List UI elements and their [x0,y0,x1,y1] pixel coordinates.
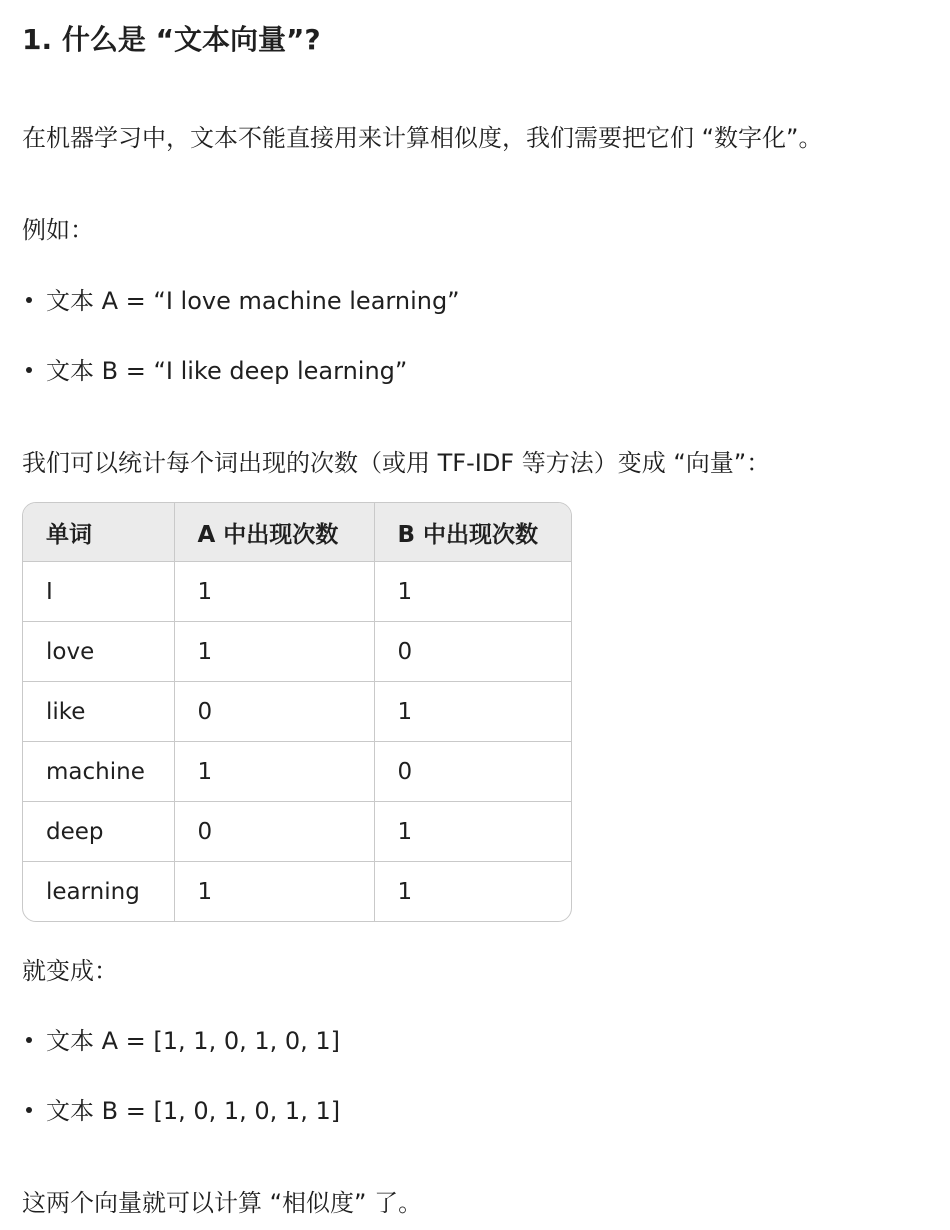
example-text-b: 文本 B = “I like deep learning” [46,357,408,385]
word-count-table [22,502,572,922]
vector-text-b: 文本 B = [1, 0, 1, 0, 1, 1] [46,1097,341,1125]
table-header-row [23,503,571,562]
cell-count-a: 1 [174,622,374,682]
cell-word: deep [23,802,174,862]
bullet-icon [26,297,32,303]
table-row [23,562,571,622]
cell-count-a: 0 [174,682,374,742]
table-row [23,682,571,742]
cell-word: I [23,562,174,622]
intro-paragraph: 在机器学习中，文本不能直接用来计算相似度，我们需要把它们 “数字化”。 [22,124,823,152]
table-row [23,742,571,802]
header-count-a: A 中出现次数 [174,503,374,562]
example-label: 例如： [22,216,94,244]
result-label: 就变成： [22,957,118,985]
cell-count-b: 0 [374,742,571,802]
bullet-icon [26,1037,32,1043]
section-heading: 1. 什么是 “文本向量”? [22,23,321,56]
list-item [22,1095,340,1127]
cell-word: love [23,622,174,682]
cell-count-a: 1 [174,862,374,922]
table-row [23,622,571,682]
cell-count-b: 1 [374,682,571,742]
table-row [23,862,571,922]
bullet-icon [26,367,32,373]
cell-count-b: 1 [397,878,413,905]
cell-count-b: 1 [374,802,571,862]
cell-count-a: 0 [174,802,374,862]
list-item [22,355,407,387]
list-item [22,285,460,317]
cell-count-a: 1 [174,562,374,622]
cell-count-b: 0 [374,622,571,682]
header-count-b: B 中出现次数 [374,503,571,562]
list-item [22,1025,340,1057]
cell-word: like [23,682,174,742]
cell-word: learning [23,862,174,922]
count-paragraph: 我们可以统计每个词出现的次数（或用 TF-IDF 等方法）变成 “向量”： [22,449,771,477]
conclusion-paragraph: 这两个向量就可以计算 “相似度” 了。 [22,1189,423,1217]
example-text-a: 文本 A = “I love machine learning” [46,287,460,315]
vector-text-a: 文本 A = [1, 1, 0, 1, 0, 1] [46,1027,341,1055]
cell-count-a: 1 [174,742,374,802]
bullet-icon [26,1107,32,1113]
table-row [23,802,571,862]
cell-count-b: 1 [374,562,571,622]
header-word: 单词 [23,503,174,562]
cell-word: machine [23,742,174,802]
